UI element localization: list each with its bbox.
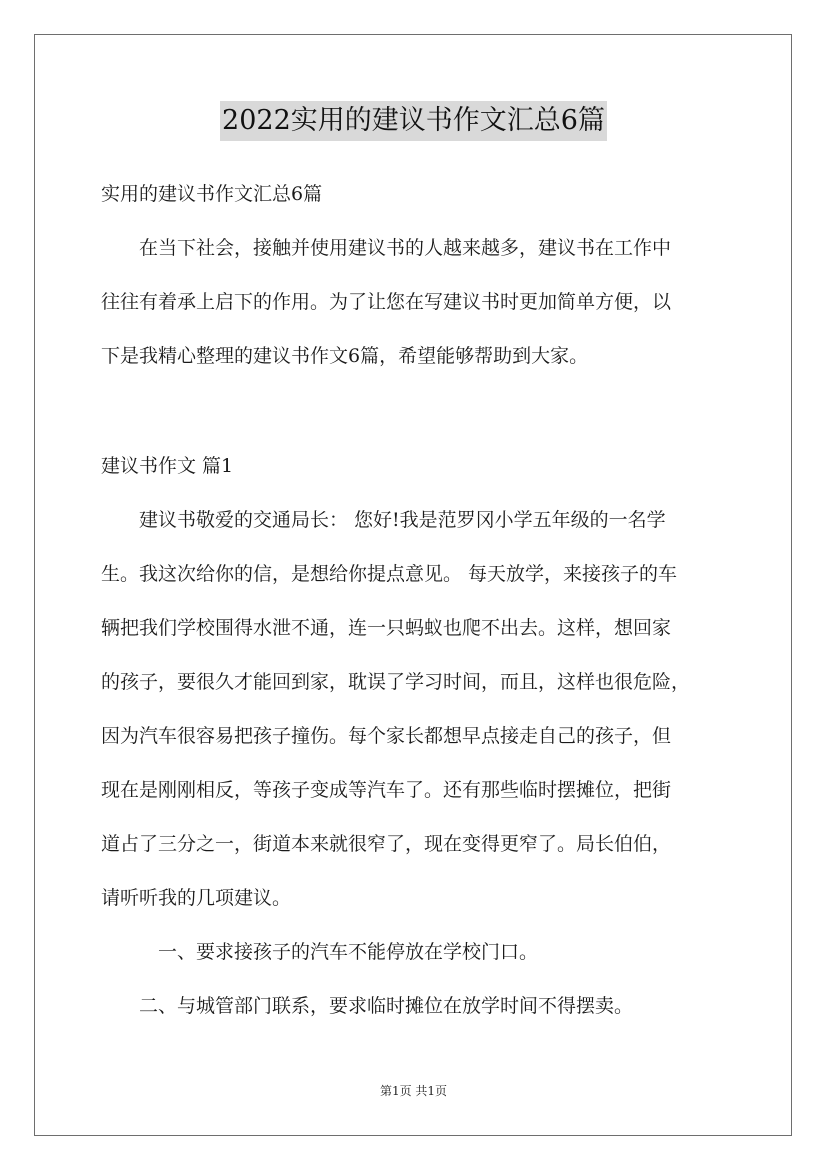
body-line: 辆把我们学校围得水泄不通，连一只蚂蚁也爬不出去。这样，想回家	[101, 617, 672, 639]
page-footer: 第1页 共1页	[379, 1084, 448, 1098]
document-title: 2022实用的建议书作文汇总6篇	[220, 101, 607, 141]
intro-line: 往往有着承上启下的作用。为了让您在写建议书时更加简单方便，以	[101, 291, 672, 313]
body-line: 请听听我的几项建议。	[101, 887, 292, 909]
body-line: 建议书敬爱的交通局长： 您好!我是范罗冈小学五年级的一名学	[101, 509, 666, 531]
body-line: 因为汽车很容易把孩子撞伤。每个家长都想早点接走自己的孩子，但	[101, 725, 672, 747]
section-heading: 建议书作文 篇1	[101, 455, 234, 477]
body-line: 的孩子，要很久才能回到家，耽误了学习时间，而且，这样也很危险，	[101, 671, 691, 693]
suggestion-line: 一、要求接孩子的汽车不能停放在学校门口。	[101, 941, 539, 963]
body-line: 生。我这次给你的信，是想给你提点意见。 每天放学，来接孩子的车	[101, 563, 678, 585]
title-container	[0, 101, 827, 141]
body-line: 道占了三分之一，街道本来就很窄了，现在变得更窄了。局长伯伯，	[101, 833, 672, 855]
document-subtitle: 实用的建议书作文汇总6篇	[101, 183, 323, 205]
suggestion-line: 二、与城管部门联系，要求临时摊位在放学时间不得摆卖。	[101, 995, 634, 1017]
intro-line: 在当下社会，接触并使用建议书的人越来越多，建议书在工作中	[101, 237, 672, 259]
body-line: 现在是刚刚相反，等孩子变成等汽车了。还有那些临时摆摊位，把街	[101, 779, 672, 801]
intro-line: 下是我精心整理的建议书作文6篇，希望能够帮助到大家。	[101, 345, 589, 367]
